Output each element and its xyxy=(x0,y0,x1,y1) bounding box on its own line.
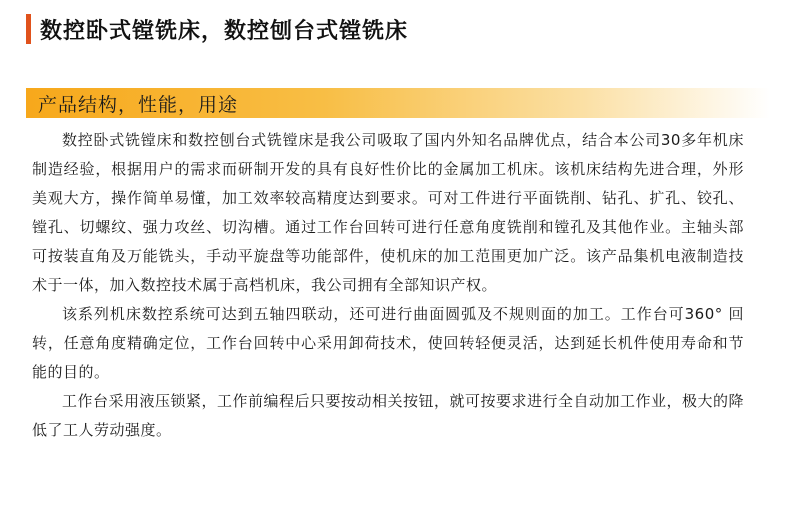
paragraph-worktable: 工作台采用液压锁紧，工作前编程后只要按动相关按钮，就可按要求进行全自动加工作业，极大的降低了工人劳动强度。 xyxy=(32,392,745,439)
page-title-bar xyxy=(26,12,766,46)
title-accent-bar xyxy=(26,14,31,44)
section-heading: 产品结构，性能，用途 xyxy=(38,93,239,116)
section-header xyxy=(26,88,770,118)
paragraph-intro: 数控卧式铣镗床和数控刨台式铣镗床是我公司吸取了国内外知名品牌优点，结合本公司30多年机床制造经验，根据用户的需求而研制开发的具有良好性价比的金属加工机床。该机床结构先进合理，外形美观大方，操作简单易懂，加工效率较高精度达到要求。可对工件进行平面铣削、钻孔、扩孔、铰孔、镗孔、切螺纹、强力攻丝、切沟槽。通过工作台回转可进行任意角度铣削和镗孔及其他作业。主轴头部可按装直角及万能铣头，手动平旋盘等功能部件，使机床的加工范围更加广泛。该产品集机电液制造技术于一体，加入数控技术属于高档机床，我公司拥有全部知识产权。 xyxy=(32,131,744,294)
paragraph-cnc-system: 该系列机床数控系统可达到五轴四联动，还可进行曲面圆弧及不规则面的加工。工作台可360° 回转，任意角度精确定位，工作台回转中心采用卸荷技术，使回转轻便灵活，达到延长机件使用寿命和节能的目的。 xyxy=(32,305,744,381)
page-title: 数控卧式镗铣床，数控刨台式镗铣床 xyxy=(40,18,409,44)
article-body xyxy=(32,126,744,445)
